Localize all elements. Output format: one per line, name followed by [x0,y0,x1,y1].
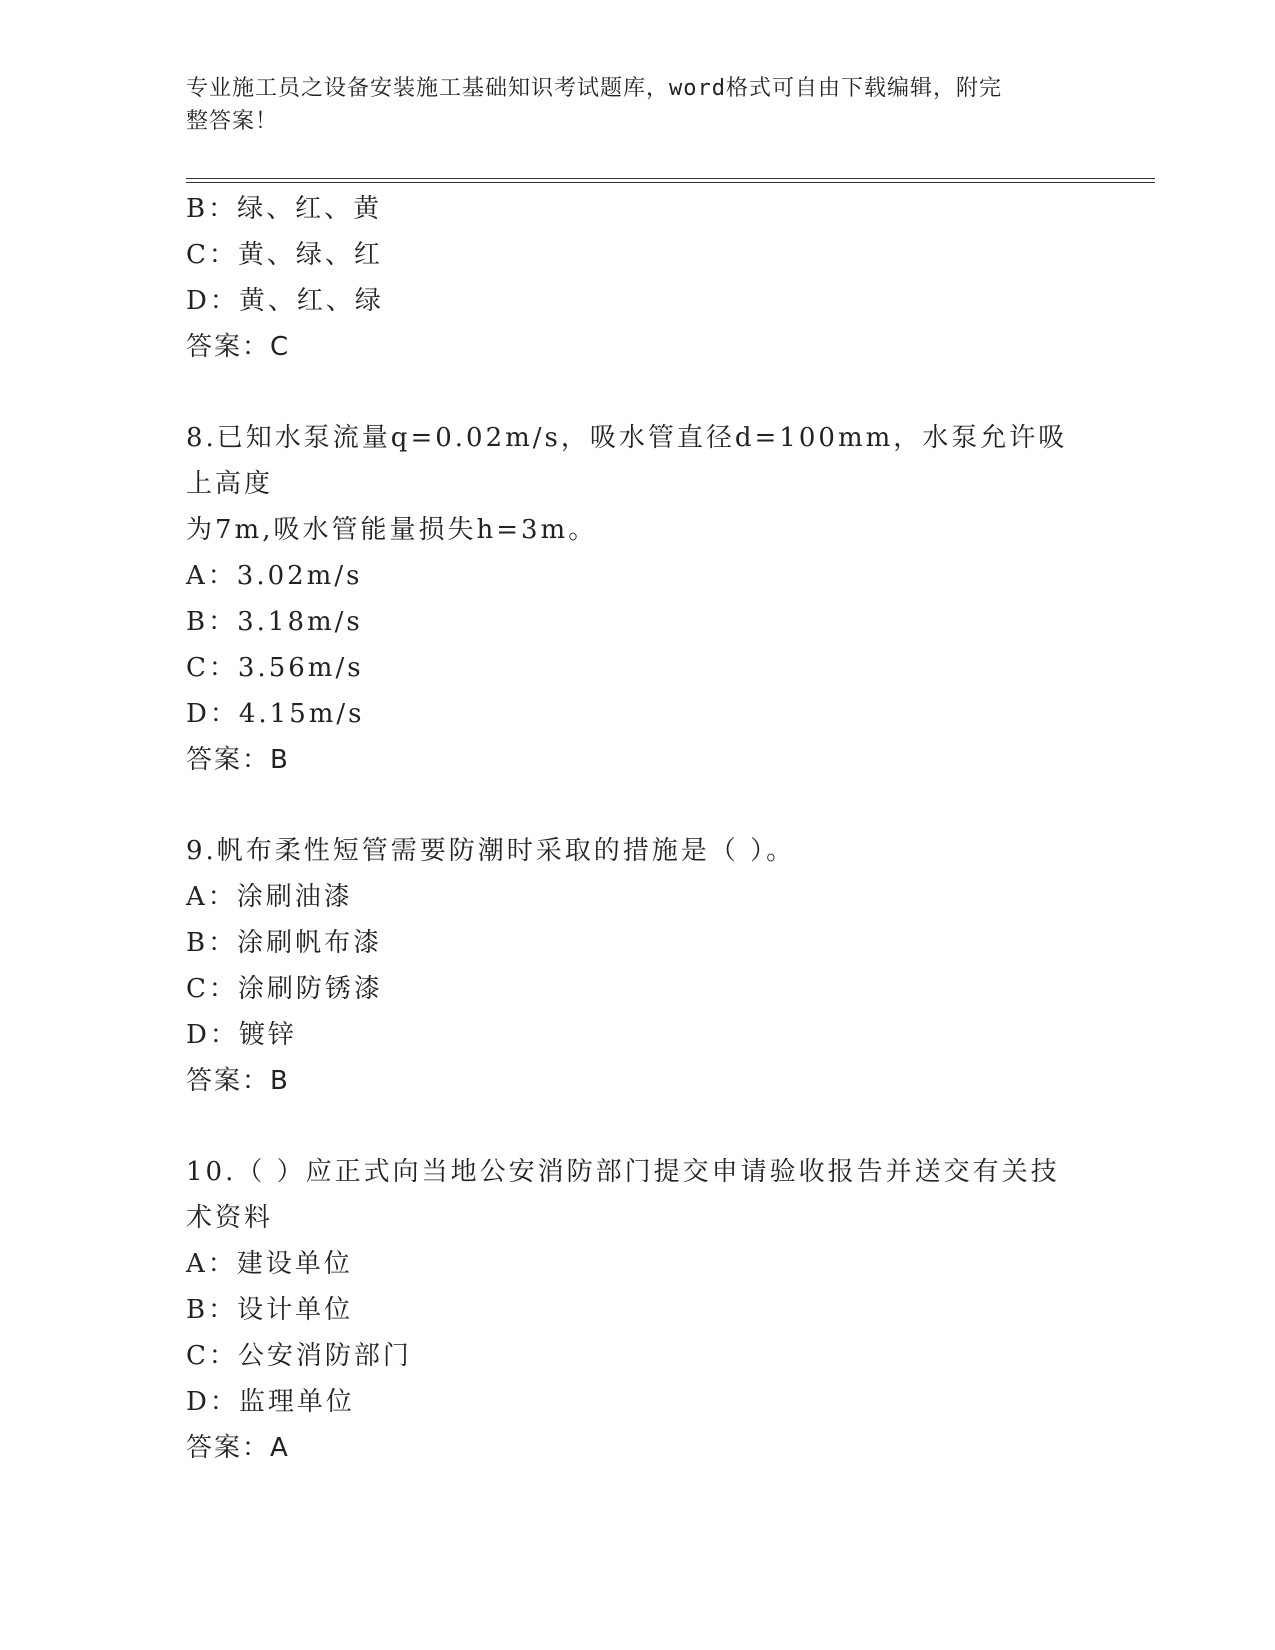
question-spacer [186,370,1086,415]
document-header [186,72,1086,138]
option-c: C：3.56m/s [186,653,364,683]
option-c: C：公安消防部门 [186,1341,412,1371]
option-d: D：镀锌 [186,1020,297,1050]
question-stem-line-1: 8.已知水泵流量q=0.02m/s，吸水管直径d=100mm，水泵允许吸上高度 [186,423,1068,499]
question-stem-line-1: 10.（ ）应正式向当地公安消防部门提交申请验收报告并送交有关技 [186,1157,1060,1187]
option-d: D：监理单位 [186,1387,355,1417]
question-7 [186,186,1086,370]
header-title-line-1: 专业施工员之设备安装施工基础知识考试题库，word格式可自由下载编辑，附完 [186,76,1002,101]
question-8 [186,415,1086,783]
option-b: B：设计单位 [186,1295,354,1325]
question-spacer [186,783,1086,828]
option-b: B：3.18m/s [186,607,363,637]
option-b: B：涂刷帆布漆 [186,928,383,958]
question-9 [186,828,1086,1104]
option-b: B：绿、红、黄 [186,194,383,224]
question-spacer [186,1104,1086,1149]
question-10 [186,1149,1086,1471]
option-d: D：黄、红、绿 [186,286,384,316]
question-stem-line-2: 为7m,吸水管能量损失h=3m。 [186,515,598,545]
answer-label: 答案：B [186,1066,290,1096]
option-a: A：涂刷油漆 [186,882,353,912]
option-d: D：4.15m/s [186,699,365,729]
option-a: A：建设单位 [186,1249,353,1279]
answer-label: 答案：A [186,1433,290,1463]
header-divider [186,178,1155,183]
option-a: A：3.02m/s [186,561,363,591]
question-list [186,186,1086,1471]
answer-label: 答案：B [186,745,290,775]
answer-label: 答案：C [186,332,291,362]
header-title-line-2: 整答案！ [186,109,279,134]
question-stem-line-1: 9.帆布柔性短管需要防潮时采取的措施是（ ）。 [186,836,796,866]
option-c: C：黄、绿、红 [186,240,383,270]
question-stem-line-2: 术资料 [186,1203,274,1233]
option-c: C：涂刷防锈漆 [186,974,383,1004]
